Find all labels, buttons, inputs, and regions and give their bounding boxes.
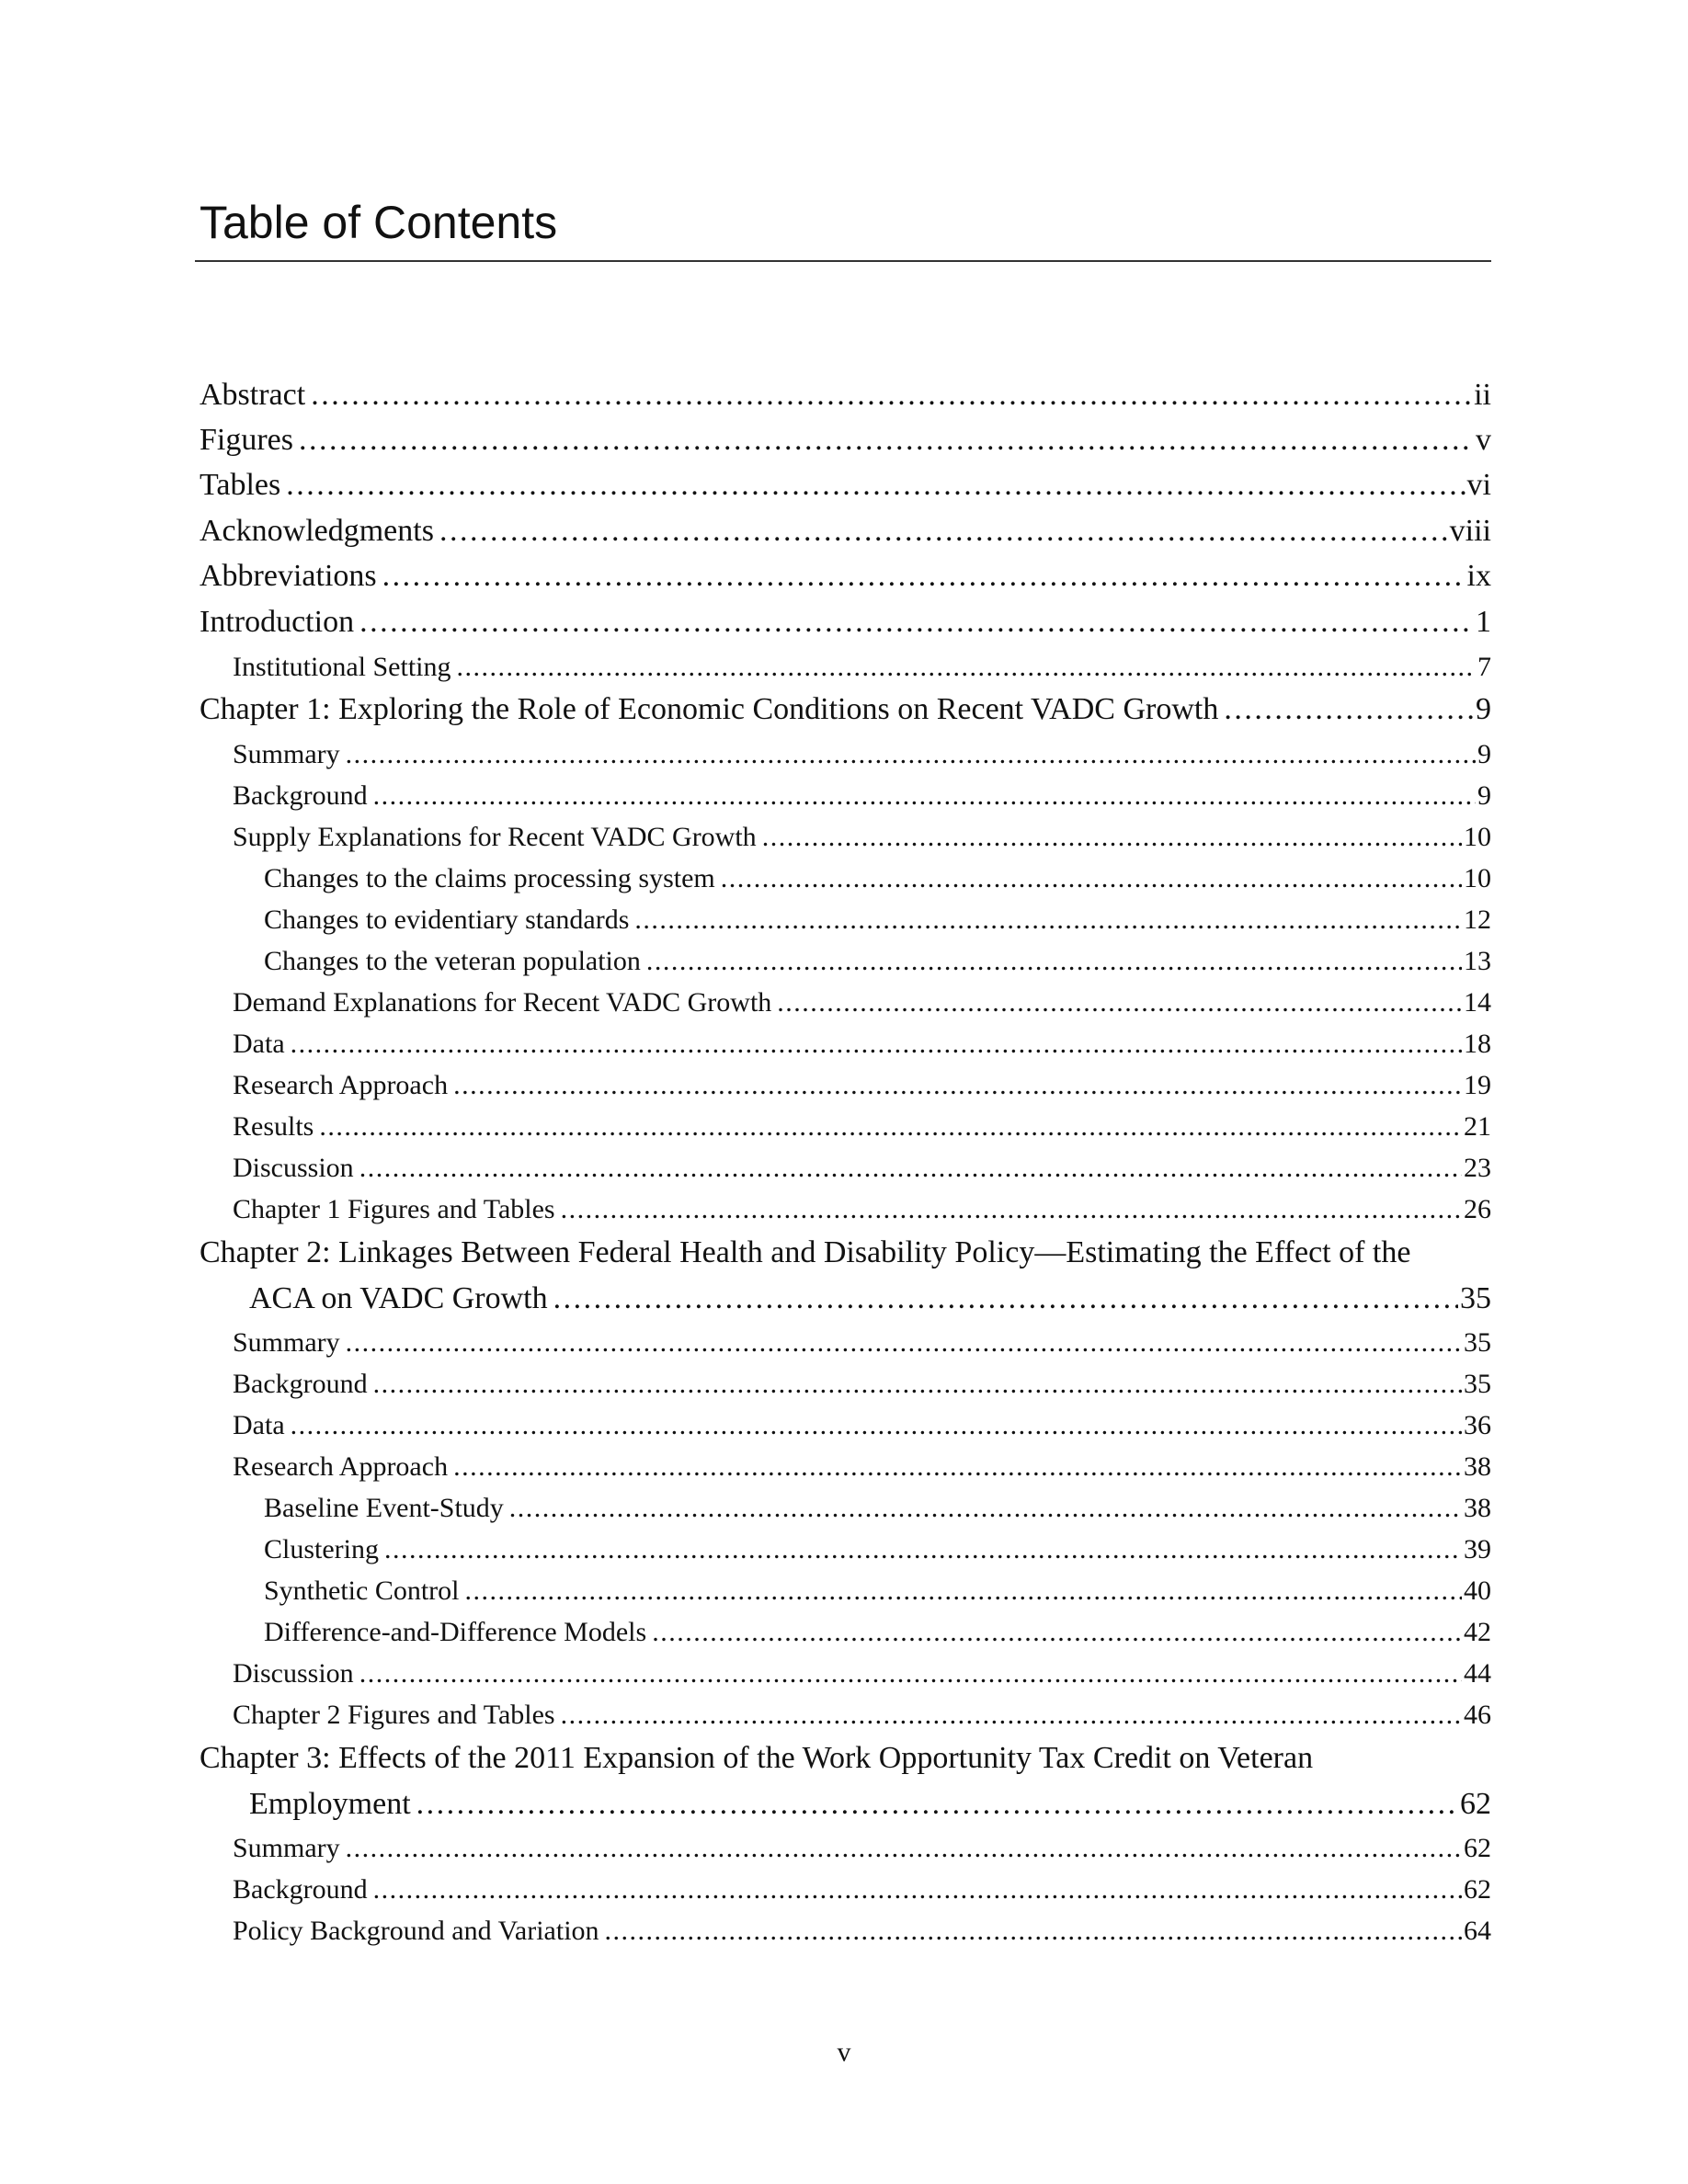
toc-entry-chapter-1[interactable] xyxy=(200,691,1491,728)
toc-entry-ch1-background[interactable] xyxy=(233,779,1491,813)
toc-entry-page: 1 xyxy=(1476,605,1491,639)
toc-entry-label: Abbreviations xyxy=(200,559,377,593)
toc-entry-chapter-2[interactable] xyxy=(249,1280,1491,1317)
toc-entry-ch1-discussion[interactable] xyxy=(233,1152,1491,1185)
toc-entry-clustering[interactable] xyxy=(264,1533,1491,1566)
dot-leader xyxy=(311,377,1472,414)
toc-entry-page: 62 xyxy=(1464,1874,1491,1905)
toc-entry-ch2-summary[interactable] xyxy=(233,1326,1491,1359)
toc-entry-label: Difference-and-Difference Models xyxy=(264,1617,647,1647)
toc-entry-ch1-research-approach[interactable] xyxy=(233,1069,1491,1102)
dot-leader xyxy=(382,558,1466,595)
toc-entry-page: 23 xyxy=(1464,1153,1491,1183)
dot-leader xyxy=(319,1110,1462,1143)
toc-entry-evidentiary-standards[interactable] xyxy=(264,904,1491,937)
toc-entry-page: 40 xyxy=(1464,1575,1491,1606)
toc-entry-introduction[interactable] xyxy=(200,604,1491,641)
dot-leader xyxy=(553,1280,1458,1317)
toc-entry-label: Tables xyxy=(200,468,281,502)
dot-leader xyxy=(291,1409,1462,1442)
dot-leader xyxy=(346,1326,1462,1359)
toc-entry-difference-models[interactable] xyxy=(264,1616,1491,1649)
dot-leader xyxy=(605,1915,1462,1948)
toc-entry-page: 26 xyxy=(1464,1194,1491,1224)
toc-entry-policy-background[interactable] xyxy=(233,1915,1491,1948)
toc-entry-page: 10 xyxy=(1464,822,1491,852)
dot-leader xyxy=(346,738,1476,771)
toc-entry-ch1-results[interactable] xyxy=(233,1110,1491,1143)
page-title: Table of Contents xyxy=(200,197,558,248)
dot-leader xyxy=(299,422,1474,459)
dot-leader xyxy=(291,1028,1462,1061)
toc-entry-label: Results xyxy=(233,1111,314,1142)
dot-leader xyxy=(634,904,1462,937)
toc-entry-page: 18 xyxy=(1464,1029,1491,1059)
dot-leader xyxy=(509,1492,1462,1525)
toc-entry-label: Figures xyxy=(200,423,293,457)
dot-leader xyxy=(453,1069,1462,1102)
toc-entry-label: Discussion xyxy=(233,1153,354,1183)
dot-leader xyxy=(416,1786,1458,1823)
dot-leader xyxy=(652,1616,1462,1649)
dot-leader xyxy=(439,513,1448,550)
toc-entry-chapter-3-line1[interactable]: Chapter 3: Effects of the 2011 Expansion of the Work Opportunity Tax Credit on Veteran xyxy=(200,1741,1314,1775)
toc-entry-page: 35 xyxy=(1464,1327,1491,1358)
toc-entry-label: Background xyxy=(233,1369,368,1399)
toc-entry-tables[interactable] xyxy=(200,467,1491,504)
toc-entry-ch1-summary[interactable] xyxy=(233,738,1491,771)
page-number-footer: v xyxy=(837,2037,851,2067)
dot-leader xyxy=(762,821,1462,854)
toc-entry-page: 9 xyxy=(1476,692,1491,726)
toc-entry-page: 35 xyxy=(1460,1281,1491,1315)
toc-entry-label: Background xyxy=(233,780,368,811)
toc-entry-chapter-3[interactable] xyxy=(249,1786,1491,1823)
toc-entry-page: 39 xyxy=(1464,1534,1491,1564)
toc-entry-label: ACA on VADC Growth xyxy=(249,1281,548,1315)
toc-entry-label: Research Approach xyxy=(233,1070,449,1100)
toc-entry-page: 19 xyxy=(1464,1070,1491,1100)
toc-entry-label: Summary xyxy=(233,1833,340,1863)
toc-entry-label: Data xyxy=(233,1029,285,1059)
toc-entry-label: Data xyxy=(233,1410,285,1440)
dot-leader xyxy=(457,651,1477,684)
dot-leader xyxy=(561,1193,1462,1226)
dot-leader xyxy=(373,1873,1462,1906)
toc-entry-ch2-background[interactable] xyxy=(233,1368,1491,1401)
toc-entry-label: Institutional Setting xyxy=(233,652,451,682)
toc-entry-label: Chapter 2 Figures and Tables xyxy=(233,1700,555,1730)
toc-entry-page: 14 xyxy=(1464,987,1491,1018)
dot-leader xyxy=(346,1832,1462,1865)
toc-entry-label: Background xyxy=(233,1874,368,1905)
toc-entry-page: 21 xyxy=(1464,1111,1491,1142)
toc-entry-label: Abstract xyxy=(200,378,306,412)
dot-leader xyxy=(384,1533,1462,1566)
toc-entry-ch1-figures-tables[interactable] xyxy=(233,1193,1491,1226)
toc-entry-page: 42 xyxy=(1464,1617,1491,1647)
toc-entry-demand-explanations[interactable] xyxy=(233,986,1491,1019)
toc-entry-label: Employment xyxy=(249,1787,411,1821)
toc-entry-supply-explanations[interactable] xyxy=(233,821,1491,854)
toc-entry-figures[interactable] xyxy=(200,422,1491,459)
toc-entry-page: 35 xyxy=(1464,1369,1491,1399)
dot-leader xyxy=(359,1152,1462,1185)
toc-entry-label: Research Approach xyxy=(233,1451,449,1482)
toc-entry-page: 38 xyxy=(1464,1493,1491,1523)
toc-entry-ch2-research-approach[interactable] xyxy=(233,1450,1491,1484)
dot-leader xyxy=(359,1657,1462,1690)
toc-entry-label: Discussion xyxy=(233,1658,354,1689)
toc-entry-page: 38 xyxy=(1464,1451,1491,1482)
toc-entry-page: 62 xyxy=(1460,1787,1491,1821)
toc-entry-label: Policy Background and Variation xyxy=(233,1916,599,1946)
dot-leader xyxy=(777,986,1462,1019)
toc-entry-page: 44 xyxy=(1464,1658,1491,1689)
dot-leader xyxy=(286,467,1465,504)
toc-entry-page: 46 xyxy=(1464,1700,1491,1730)
toc-entry-label: Demand Explanations for Recent VADC Growth xyxy=(233,987,772,1018)
toc-entry-baseline-event-study[interactable] xyxy=(264,1492,1491,1525)
toc-entry-label: Baseline Event-Study xyxy=(264,1493,504,1523)
toc-entry-page: 7 xyxy=(1477,652,1491,682)
toc-entry-page: 64 xyxy=(1464,1916,1491,1946)
toc-entry-page: 62 xyxy=(1464,1833,1491,1863)
toc-entry-ch3-background[interactable] xyxy=(233,1873,1491,1906)
toc-entry-label: Clustering xyxy=(264,1534,379,1564)
toc-entry-page: 36 xyxy=(1464,1410,1491,1440)
toc-entry-label: Synthetic Control xyxy=(264,1575,460,1606)
toc-entry-abstract[interactable] xyxy=(200,377,1491,414)
toc-entry-ch3-summary[interactable] xyxy=(233,1832,1491,1865)
toc-entry-page: 12 xyxy=(1464,904,1491,935)
toc-entry-ch1-data[interactable] xyxy=(233,1028,1491,1061)
toc-entry-abbreviations[interactable] xyxy=(200,558,1491,595)
dot-leader xyxy=(1224,691,1474,728)
toc-entry-ch2-data[interactable] xyxy=(233,1409,1491,1442)
toc-entry-page: ix xyxy=(1466,559,1491,593)
toc-entry-acknowledgments[interactable] xyxy=(200,513,1491,550)
toc-entry-page: ii xyxy=(1474,378,1491,412)
toc-entry-veteran-population[interactable] xyxy=(264,945,1491,978)
toc-entry-page: 10 xyxy=(1464,863,1491,893)
toc-entry-ch2-figures-tables[interactable] xyxy=(233,1699,1491,1732)
toc-entry-label: Changes to the claims processing system xyxy=(264,863,715,893)
dot-leader xyxy=(373,1368,1462,1401)
toc-entry-chapter-2-line1[interactable]: Chapter 2: Linkages Between Federal Health and Disability Policy—Estimating the Effect of the xyxy=(200,1235,1411,1269)
toc-entry-page: vi xyxy=(1466,468,1491,502)
toc-entry-page: 13 xyxy=(1464,946,1491,976)
toc-entry-page: viii xyxy=(1449,514,1491,548)
toc-entry-label: Supply Explanations for Recent VADC Growth xyxy=(233,822,757,852)
toc-entry-page: v xyxy=(1476,423,1491,457)
dot-leader xyxy=(561,1699,1462,1732)
dot-leader xyxy=(453,1450,1462,1484)
toc-entry-label: Summary xyxy=(233,1327,340,1358)
toc-entry-page: 9 xyxy=(1477,739,1491,769)
toc-entry-synthetic-control[interactable] xyxy=(264,1575,1491,1608)
dot-leader xyxy=(721,862,1462,895)
toc-entry-claims-processing[interactable] xyxy=(264,862,1491,895)
toc-entry-label: Changes to the veteran population xyxy=(264,946,641,976)
toc-entry-label: Acknowledgments xyxy=(200,514,434,548)
dot-leader xyxy=(359,604,1474,641)
toc-entry-institutional-setting[interactable] xyxy=(233,651,1491,684)
toc-entry-label: Introduction xyxy=(200,605,355,639)
toc-entry-label: Summary xyxy=(233,739,340,769)
toc-entry-label: Changes to evidentiary standards xyxy=(264,904,630,935)
dot-leader xyxy=(465,1575,1463,1608)
dot-leader xyxy=(373,779,1476,813)
toc-entry-ch2-discussion[interactable] xyxy=(233,1657,1491,1690)
toc-entry-label: Chapter 1 Figures and Tables xyxy=(233,1194,555,1224)
dot-leader xyxy=(646,945,1462,978)
toc-entry-page: 9 xyxy=(1477,780,1491,811)
toc-entry-label: Chapter 1: Exploring the Role of Economic Conditions on Recent VADC Growth xyxy=(200,692,1219,726)
